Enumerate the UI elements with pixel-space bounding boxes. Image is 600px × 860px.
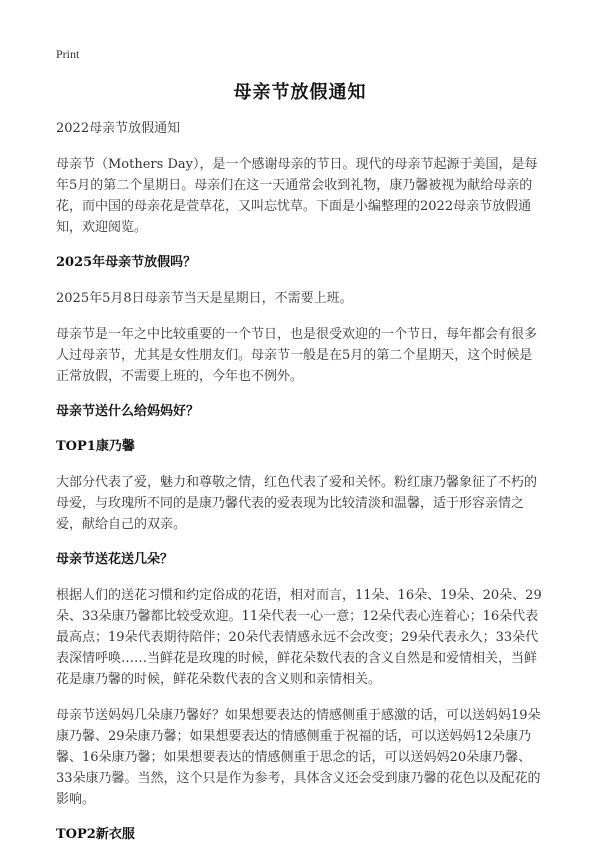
flower-count-paragraph: 根据人们的送花习惯和约定俗成的花语，相对而言，11朵、16朵、19朵、20朵、29朵、33朵康乃馨都比较受欢迎。11朵代表一心一意；12朵代表心连着心；16朵代表最高点；19朵代表期待陪伴；20朵代表情感永远不会改变；29朵代表永久；33朵代表深情呼唤……当鲜花是玫瑰的时候，鲜花朵数代表的含义自然是和爱情相关，当鲜花是康乃馨的时候，鲜花朵数代表的含义则和亲情相关。 bbox=[56, 588, 542, 687]
page-title: 母亲节放假通知 bbox=[233, 82, 367, 103]
section-heading-holiday: 2025年母亲节放假吗？ bbox=[56, 255, 197, 270]
article-subtitle: 2022母亲节放假通知 bbox=[56, 121, 181, 136]
flower-count-advice: 母亲节送妈妈几朵康乃馨好？如果想要表达的情感侧重于感激的话，可以送妈妈19朵康乃馨、29朵康乃馨；如果想要表达的情感侧重于祝福的话，可以送妈妈12朵康乃馨、16朵康乃馨；如果想要表达的情感侧重于思念的话，可以送妈妈20朵康乃馨、33朵康乃馨。当然，这个只是作为参考，具体含义还会受到康乃馨的花色以及配花的影响。 bbox=[56, 708, 541, 807]
top1-heading: TOP1康乃馨 bbox=[56, 439, 135, 454]
top2-heading: TOP2新衣服 bbox=[56, 827, 135, 842]
article-body bbox=[56, 118, 544, 860]
section-heading-flower-count: 母亲节送花送几朵？ bbox=[56, 552, 174, 567]
intro-paragraph: 母亲节（Mothers Day），是一个感谢母亲的节日。现代的母亲节起源于美国，是每年5月的第二个星期日。母亲们在这一天通常会收到礼物，康乃馨被视为献给母亲的花，而中国的母亲花是萱草花，又叫忘忧草。下面是小编整理的2022母亲节放假通知，欢迎阅览。 bbox=[56, 157, 538, 235]
top1-paragraph: 大部分代表了爱，魅力和尊敬之情，红色代表了爱和关怀。粉红康乃馨象征了不朽的母爱，与玫瑰所不同的是康乃馨代表的爱表现为比较清淡和温馨，适于形容亲情之爱，献给自己的双亲。 bbox=[56, 475, 538, 532]
print-link[interactable]: Print bbox=[56, 47, 80, 61]
holiday-answer: 2025年5月8日母亲节当天是星期日，不需要上班。 bbox=[56, 291, 353, 306]
holiday-explanation: 母亲节是一年之中比较重要的一个节日，也是很受欢迎的一个节日，每年都会有很多人过母亲节，尤其是女性朋友们。母亲节一般是在5月的第二个星期天，这个时候是正常放假，不需要上班的，今年也不例外。 bbox=[56, 327, 538, 384]
section-heading-gifts: 母亲节送什么给妈妈好？ bbox=[56, 404, 200, 419]
